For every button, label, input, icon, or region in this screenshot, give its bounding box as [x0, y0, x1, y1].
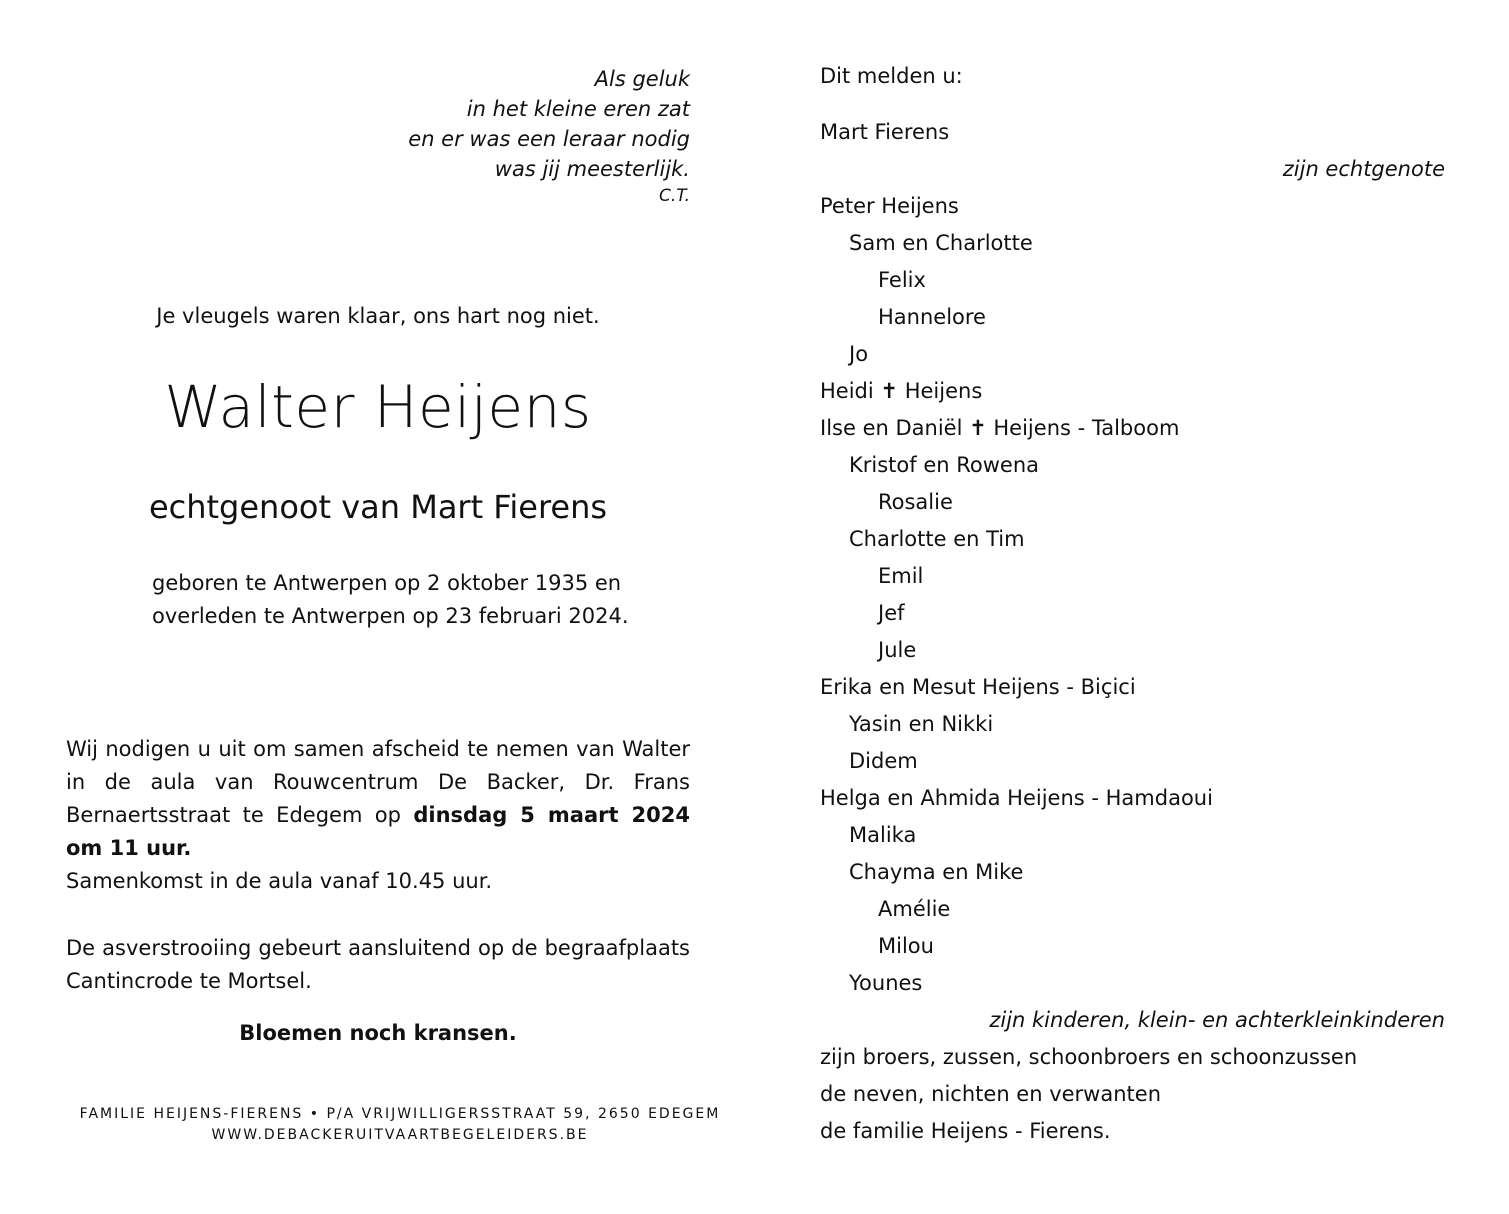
- list-item: Kristof en Rowena: [849, 453, 1040, 477]
- member-name: Ilse en Daniël: [820, 416, 963, 440]
- invitation-text: [66, 733, 690, 865]
- flowers-note: Bloemen noch kransen.: [239, 1021, 517, 1045]
- member-surname: Heijens: [904, 379, 983, 403]
- deceased-name: Walter Heijens: [164, 373, 592, 441]
- list-item: Erika en Mesut Heijens - Biçici: [820, 675, 1136, 699]
- ceremony-datetime: dinsdag 5 maart 2024 om 11 uur.: [66, 803, 690, 860]
- birth-line: geboren te Antwerpen op 2 oktober 1935 en: [152, 571, 622, 595]
- list-item: Peter Heijens: [820, 194, 959, 218]
- list-item: Helga en Ahmida Heijens - Hamdaoui: [820, 786, 1213, 810]
- list-item: Jule: [878, 638, 917, 662]
- list-item: Yasin en Nikki: [849, 712, 994, 736]
- list-item: Felix: [878, 268, 926, 292]
- poem-author: C.T.: [658, 186, 690, 206]
- member-surname: Heijens - Talboom: [993, 416, 1180, 440]
- list-item: Hannelore: [878, 305, 986, 329]
- family-list: [820, 114, 1445, 1150]
- poem: [408, 64, 690, 208]
- spouse-line: echtgenoot van Mart Fierens: [148, 488, 608, 526]
- list-item: Charlotte en Tim: [849, 527, 1025, 551]
- list-item: Younes: [849, 971, 923, 995]
- poem-line: was jij meesterlijk.: [494, 157, 690, 181]
- poem-line: Als geluk: [594, 67, 690, 91]
- life-dates: [152, 567, 629, 633]
- list-item: Jef: [878, 601, 905, 625]
- death-line: overleden te Antwerpen op 23 februari 2024.: [152, 604, 629, 628]
- list-item: zijn broers, zussen, schoonbroers en schoonzussen: [820, 1045, 1358, 1069]
- member-name: Heidi: [820, 379, 874, 403]
- invitation-body: Wij nodigen u uit om samen afscheid te nemen van Walter in de aula van Rouwcentrum De Backer, Dr. Frans Bernaertsstraat te Edegem op: [66, 737, 690, 827]
- list-item: de familie Heijens - Fierens.: [820, 1119, 1111, 1143]
- list-item: de neven, nichten en verwanten: [820, 1082, 1162, 1106]
- list-item: [820, 373, 1445, 410]
- list-item: Jo: [849, 342, 869, 366]
- list-item: Milou: [878, 934, 934, 958]
- list-item: Amélie: [878, 897, 951, 921]
- cross-icon: ✝: [880, 379, 899, 403]
- footer: [0, 1104, 800, 1146]
- intro-line: Je vleugels waren klaar, ons hart nog niet.: [156, 304, 600, 328]
- list-item: Sam en Charlotte: [849, 231, 1033, 255]
- list-item: Rosalie: [878, 490, 953, 514]
- list-item: Malika: [849, 823, 917, 847]
- list-item: [820, 410, 1445, 447]
- gathering-text: Samenkomst in de aula vanaf 10.45 uur.: [66, 869, 493, 893]
- poem-line: in het kleine eren zat: [466, 97, 690, 121]
- list-item: Emil: [878, 564, 924, 588]
- poem-line: en er was een leraar nodig: [408, 127, 690, 151]
- cross-icon: ✝: [969, 416, 987, 440]
- list-item: Chayma en Mike: [849, 860, 1024, 884]
- footer-website: WWW.DEBACKERUITVAARTBEGELEIDERS.BE: [211, 1127, 589, 1143]
- family-spouse: Mart Fierens: [820, 120, 950, 144]
- list-item: Didem: [849, 749, 918, 773]
- children-relation: zijn kinderen, klein- en achterkleinkinderen: [989, 1008, 1445, 1032]
- ash-scattering-text: De asverstrooiing gebeurt aansluitend op de begraafplaats Cantincrode te Mortsel.: [66, 936, 690, 993]
- announce-heading: Dit melden u:: [820, 64, 963, 88]
- footer-address: FAMILIE HEIJENS-FIERENS • P/A VRIJWILLIGERSSTRAAT 59, 2650 EDEGEM: [79, 1106, 721, 1122]
- spouse-relation: zijn echtgenote: [1282, 157, 1445, 181]
